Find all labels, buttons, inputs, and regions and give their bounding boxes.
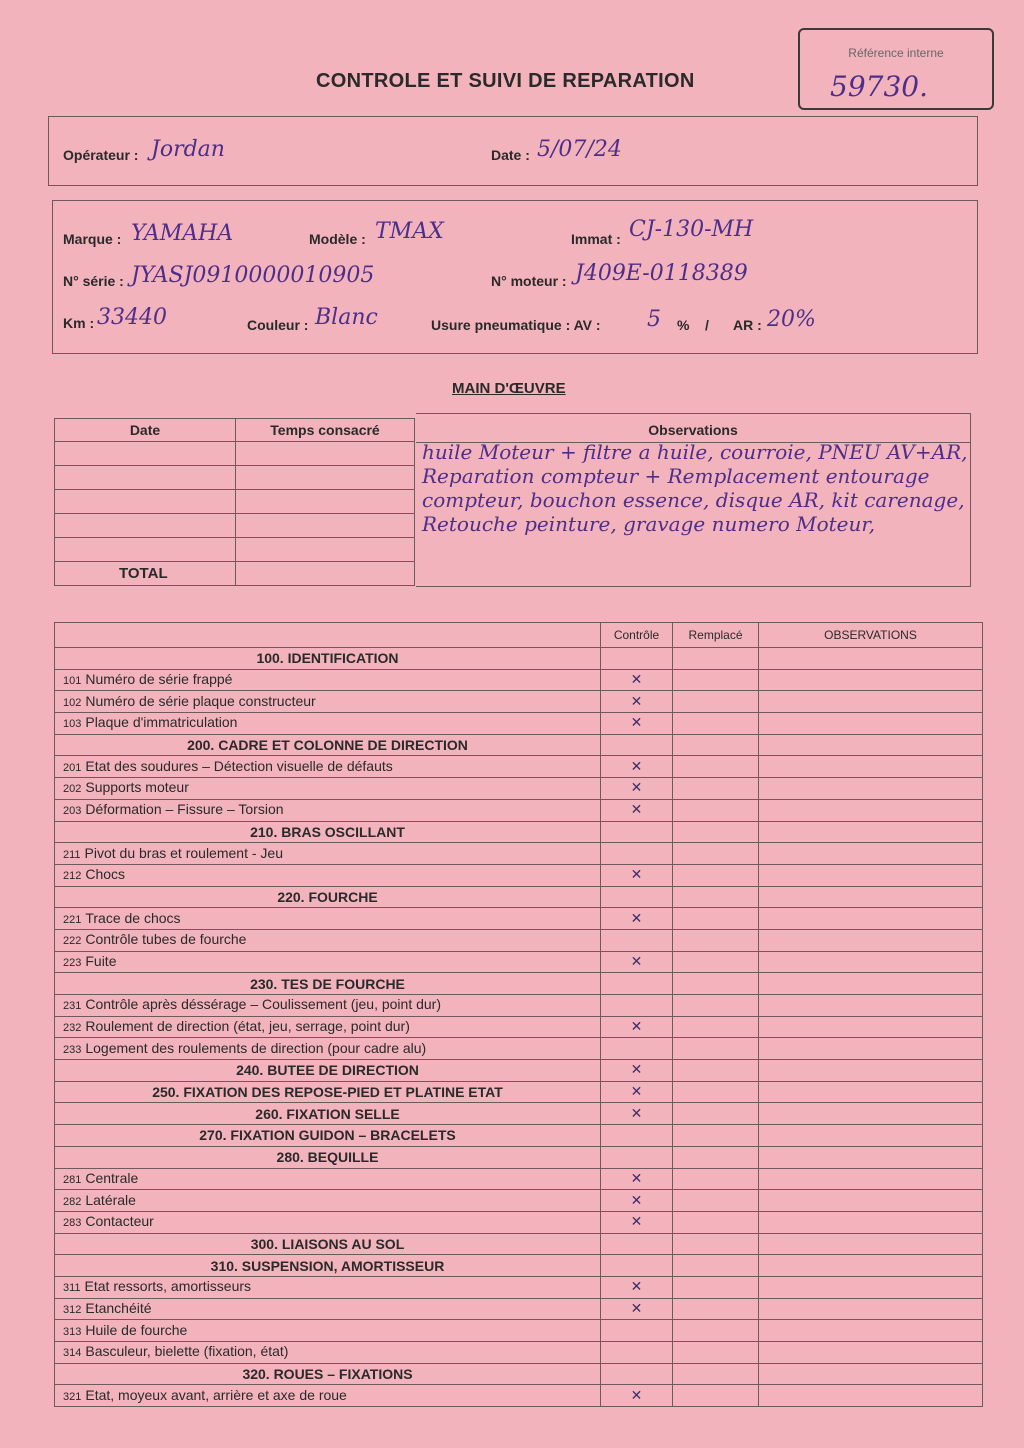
item-number: 231 [63, 1000, 82, 1013]
observations-cell [759, 1385, 983, 1407]
checklist-section-row [55, 1255, 983, 1277]
checklist-item-row [55, 1385, 983, 1407]
remplace-cell [673, 1060, 759, 1082]
controle-mark [601, 1146, 673, 1168]
usure-ar-label: AR : [733, 317, 762, 333]
observations-cell [759, 1168, 983, 1190]
item-cell [55, 951, 601, 973]
operator-box [48, 116, 978, 186]
controle-mark: ✕ [601, 1081, 673, 1103]
remplace-cell [673, 1038, 759, 1060]
item-cell [55, 1016, 601, 1038]
checklist-item-row [55, 756, 983, 778]
observations-cell [759, 1125, 983, 1147]
item-number: 282 [63, 1195, 82, 1208]
controle-mark: ✕ [601, 756, 673, 778]
date-label: Date : [491, 147, 530, 163]
checklist-item-row [55, 1190, 983, 1212]
controle-mark [601, 648, 673, 670]
controle-header: Contrôle [601, 623, 673, 648]
remplace-cell [673, 908, 759, 930]
item-number: 321 [63, 1390, 82, 1403]
checklist-section-row [55, 734, 983, 756]
usure-separator: / [705, 317, 709, 333]
section-title: 210. BRAS OSCILLANT [55, 821, 601, 843]
item-number: 222 [63, 935, 82, 948]
observations-cell [759, 1081, 983, 1103]
marque-value: YAMAHA [131, 221, 234, 246]
observations-cell [759, 908, 983, 930]
observations-cell [759, 1233, 983, 1255]
page-title: CONTROLE ET SUIVI DE REPARATION [316, 70, 695, 92]
observations-cell [759, 1190, 983, 1212]
vehicle-box [52, 200, 978, 354]
item-number: 202 [63, 783, 82, 796]
checklist-item-row [55, 778, 983, 800]
item-number: 102 [63, 696, 82, 709]
controle-mark [601, 821, 673, 843]
checklist-item-row [55, 691, 983, 713]
item-cell [55, 1038, 601, 1060]
remplace-cell [673, 1146, 759, 1168]
item-cell [55, 713, 601, 735]
controle-mark [601, 1342, 673, 1364]
item-number: 314 [63, 1347, 82, 1360]
controle-mark [601, 1363, 673, 1385]
checklist-item-row [55, 669, 983, 691]
labor-observations-text: huile Moteur + filtre a huile, courroie, PNEU AV+AR, Reparation compteur + Remplacement entourage compteur, bouchon essence, disque AR, kit carenage, Retouche peinture, gravage numero Moteur, [422, 440, 968, 536]
item-label: Contacteur [85, 1213, 154, 1230]
controle-mark: ✕ [601, 951, 673, 973]
item-number: 211 [63, 848, 81, 861]
remplace-cell [673, 669, 759, 691]
controle-mark: ✕ [601, 778, 673, 800]
controle-mark: ✕ [601, 669, 673, 691]
controle-mark: ✕ [601, 691, 673, 713]
remplace-cell [673, 1298, 759, 1320]
km-value: 33440 [97, 305, 167, 330]
date-value: 5/07/24 [537, 137, 622, 162]
remplace-cell [673, 1233, 759, 1255]
usure-av-unit: % [677, 317, 690, 333]
usure-label: Usure pneumatique : AV : [431, 317, 601, 333]
checklist-item-row [55, 1168, 983, 1190]
item-cell [55, 1211, 601, 1233]
section-title: 230. TES DE FOURCHE [55, 973, 601, 995]
observations-cell [759, 1211, 983, 1233]
item-label: Déformation – Fissure – Torsion [85, 801, 284, 818]
controle-mark [601, 1255, 673, 1277]
checklist-item-row [55, 799, 983, 821]
section-title: 280. BEQUILLE [55, 1146, 601, 1168]
checklist-item-row [55, 843, 983, 865]
item-number: 311 [63, 1282, 81, 1295]
item-label: Chocs [85, 866, 126, 883]
modele-value: TMAX [375, 219, 444, 244]
checklist-section-row [55, 821, 983, 843]
checklist-section-row [55, 648, 983, 670]
item-label: Etanchéité [85, 1299, 152, 1316]
observations-cell [759, 1103, 983, 1125]
observations-cell [759, 1342, 983, 1364]
checklist-section-row [55, 1233, 983, 1255]
section-title: 100. IDENTIFICATION [55, 648, 601, 670]
checklist-table [54, 622, 983, 1407]
marque-label: Marque : [63, 231, 122, 247]
remplace-cell [673, 886, 759, 908]
item-cell [55, 1190, 601, 1212]
observations-cell [759, 799, 983, 821]
observations-cell [759, 1016, 983, 1038]
observations-cell [759, 843, 983, 865]
moteur-label: N° moteur : [491, 273, 567, 289]
remplace-cell [673, 1081, 759, 1103]
item-number: 201 [63, 761, 82, 774]
checklist-item-row [55, 1016, 983, 1038]
item-label: Etat, moyeux avant, arrière et axe de roue [85, 1386, 347, 1403]
observations-cell [759, 821, 983, 843]
controle-mark [601, 843, 673, 865]
controle-mark: ✕ [601, 1168, 673, 1190]
immat-value: CJ-130-MH [629, 217, 754, 242]
controle-mark [601, 1320, 673, 1342]
checklist-section-row [55, 1146, 983, 1168]
controle-mark [601, 1038, 673, 1060]
usure-ar-value: 20% [767, 307, 816, 332]
remplace-cell [673, 1363, 759, 1385]
item-label: Etat ressorts, amortisseurs [84, 1278, 252, 1295]
item-number: 312 [63, 1303, 82, 1316]
controle-mark [601, 929, 673, 951]
checklist-body [55, 648, 983, 1407]
remplace-cell [673, 864, 759, 886]
section-title: 240. BUTEE DE DIRECTION [55, 1060, 601, 1082]
item-number: 221 [63, 913, 82, 926]
checklist-item-row [55, 1038, 983, 1060]
remplace-cell [673, 1103, 759, 1125]
item-cell [55, 1342, 601, 1364]
operator-value: Jordan [151, 137, 225, 162]
item-number: 203 [63, 805, 82, 818]
checklist-item-row [55, 908, 983, 930]
usure-av-value: 5 [647, 307, 661, 332]
remplace-cell [673, 799, 759, 821]
item-cell [55, 1298, 601, 1320]
item-label: Plaque d'immatriculation [85, 714, 238, 731]
remplace-cell [673, 1276, 759, 1298]
item-cell [55, 778, 601, 800]
observations-cell [759, 669, 983, 691]
item-label: Numéro de série plaque constructeur [85, 692, 316, 709]
remplace-cell [673, 1190, 759, 1212]
checklist-section-row [55, 1363, 983, 1385]
item-number: 103 [63, 718, 82, 731]
observations-header: OBSERVATIONS [759, 623, 983, 648]
observations-cell [759, 756, 983, 778]
observations-cell [759, 734, 983, 756]
item-cell [55, 669, 601, 691]
checklist-item-row [55, 1342, 983, 1364]
item-number: 223 [63, 956, 82, 969]
controle-mark: ✕ [601, 1060, 673, 1082]
checklist-section-row [55, 1103, 983, 1125]
item-cell [55, 1168, 601, 1190]
controle-mark: ✕ [601, 864, 673, 886]
labor-total-value [236, 562, 415, 586]
remplace-cell [673, 951, 759, 973]
item-cell [55, 908, 601, 930]
labor-total-label: TOTAL [55, 562, 236, 586]
labor-observations-header: Observations [416, 422, 970, 443]
section-title: 300. LIAISONS AU SOL [55, 1233, 601, 1255]
remplace-cell [673, 821, 759, 843]
checklist-item-row [55, 951, 983, 973]
controle-mark [601, 995, 673, 1017]
labor-row [55, 538, 415, 562]
remplace-cell [673, 1125, 759, 1147]
remplace-cell [673, 929, 759, 951]
controle-mark: ✕ [601, 799, 673, 821]
observations-cell [759, 886, 983, 908]
remplace-cell [673, 691, 759, 713]
checklist-item-row [55, 1298, 983, 1320]
remplace-cell [673, 713, 759, 735]
controle-mark [601, 886, 673, 908]
observations-cell [759, 929, 983, 951]
observations-cell [759, 1255, 983, 1277]
labor-table [54, 418, 415, 586]
item-number: 101 [63, 675, 82, 688]
operator-label: Opérateur : [63, 147, 139, 163]
labor-row [55, 514, 415, 538]
controle-mark [601, 1233, 673, 1255]
item-cell [55, 1385, 601, 1407]
section-title: 270. FIXATION GUIDON – BRACELETS [55, 1125, 601, 1147]
item-number: 313 [63, 1325, 82, 1338]
observations-cell [759, 713, 983, 735]
modele-label: Modèle : [309, 231, 366, 247]
item-label: Contrôle après déssérage – Coulissement (jeu, point dur) [85, 996, 441, 1013]
observations-cell [759, 1298, 983, 1320]
labor-date-header: Date [55, 419, 236, 442]
reference-value: 59730. [830, 70, 928, 103]
remplace-cell [673, 973, 759, 995]
item-cell [55, 756, 601, 778]
checklist-item-row [55, 1276, 983, 1298]
section-title: 310. SUSPENSION, AMORTISSEUR [55, 1255, 601, 1277]
item-label: Basculeur, bielette (fixation, état) [85, 1343, 289, 1360]
item-label: Huile de fourche [85, 1321, 188, 1338]
item-number: 212 [63, 870, 82, 883]
observations-cell [759, 1060, 983, 1082]
item-number: 233 [63, 1043, 82, 1056]
item-number: 232 [63, 1022, 82, 1035]
item-label: Pivot du bras et roulement - Jeu [84, 844, 283, 861]
checklist-section-row [55, 1081, 983, 1103]
remplace-cell [673, 1168, 759, 1190]
observations-cell [759, 995, 983, 1017]
remplace-cell [673, 843, 759, 865]
remplace-header: Remplacé [673, 623, 759, 648]
section-title: 250. FIXATION DES REPOSE-PIED ET PLATINE ETAT [55, 1081, 601, 1103]
remplace-cell [673, 1320, 759, 1342]
item-cell [55, 691, 601, 713]
item-label: Roulement de direction (état, jeu, serrage, point dur) [85, 1018, 410, 1035]
controle-mark: ✕ [601, 1298, 673, 1320]
section-title: 220. FOURCHE [55, 886, 601, 908]
couleur-value: Blanc [315, 305, 378, 330]
serie-value: JYASJ0910000010905 [131, 263, 375, 288]
immat-label: Immat : [571, 231, 621, 247]
controle-mark: ✕ [601, 1211, 673, 1233]
observations-cell [759, 778, 983, 800]
controle-mark [601, 1125, 673, 1147]
observations-cell [759, 1038, 983, 1060]
controle-mark [601, 734, 673, 756]
item-label: Numéro de série frappé [85, 671, 233, 688]
remplace-cell [673, 1342, 759, 1364]
item-label: Trace de chocs [85, 909, 181, 926]
section-title: 260. FIXATION SELLE [55, 1103, 601, 1125]
item-number: 281 [63, 1173, 82, 1186]
remplace-cell [673, 648, 759, 670]
observations-cell [759, 1146, 983, 1168]
controle-mark: ✕ [601, 1103, 673, 1125]
checklist-section-row [55, 1060, 983, 1082]
observations-cell [759, 691, 983, 713]
controle-mark [601, 973, 673, 995]
observations-cell [759, 973, 983, 995]
checklist-item-row [55, 1211, 983, 1233]
item-label: Fuite [85, 952, 117, 969]
controle-mark: ✕ [601, 908, 673, 930]
moteur-value: J409E-0118389 [575, 261, 748, 286]
item-cell [55, 843, 601, 865]
remplace-cell [673, 734, 759, 756]
remplace-cell [673, 1211, 759, 1233]
item-cell [55, 799, 601, 821]
item-cell [55, 1320, 601, 1342]
controle-mark: ✕ [601, 1385, 673, 1407]
checklist-item-row [55, 864, 983, 886]
item-cell [55, 1276, 601, 1298]
labor-time-header: Temps consacré [236, 419, 415, 442]
labor-row [55, 466, 415, 490]
reference-box [798, 28, 994, 110]
labor-observations [416, 413, 971, 587]
item-cell [55, 929, 601, 951]
remplace-cell [673, 995, 759, 1017]
checklist-section-row [55, 1125, 983, 1147]
section-title: 200. CADRE ET COLONNE DE DIRECTION [55, 734, 601, 756]
checklist-item-row [55, 713, 983, 735]
checklist-section-row [55, 886, 983, 908]
checklist-item-row [55, 929, 983, 951]
km-label: Km : [63, 315, 95, 331]
main-oeuvre-title: MAIN D'ŒUVRE [452, 380, 566, 397]
controle-mark: ✕ [601, 1276, 673, 1298]
remplace-cell [673, 1385, 759, 1407]
item-label: Contrôle tubes de fourche [85, 931, 247, 948]
checklist-item-row [55, 1320, 983, 1342]
observations-cell [759, 1363, 983, 1385]
observations-cell [759, 648, 983, 670]
observations-cell [759, 864, 983, 886]
item-label: Etat des soudures – Détection visuelle de défauts [85, 757, 393, 774]
section-title: 320. ROUES – FIXATIONS [55, 1363, 601, 1385]
item-label: Supports moteur [85, 779, 189, 796]
labor-row [55, 442, 415, 466]
item-label: Centrale [85, 1169, 139, 1186]
checklist-item-row [55, 995, 983, 1017]
remplace-cell [673, 1255, 759, 1277]
controle-mark: ✕ [601, 713, 673, 735]
item-number: 283 [63, 1217, 82, 1230]
observations-cell [759, 951, 983, 973]
checklist-section-row [55, 973, 983, 995]
labor-row [55, 490, 415, 514]
remplace-cell [673, 1016, 759, 1038]
remplace-cell [673, 778, 759, 800]
item-label: Latérale [85, 1191, 136, 1208]
item-cell [55, 995, 601, 1017]
controle-mark: ✕ [601, 1016, 673, 1038]
serie-label: N° série : [63, 273, 124, 289]
observations-cell [759, 1320, 983, 1342]
controle-mark: ✕ [601, 1190, 673, 1212]
checklist-item-header [55, 623, 601, 648]
reference-label: Référence interne [848, 46, 944, 60]
remplace-cell [673, 756, 759, 778]
observations-cell [759, 1276, 983, 1298]
couleur-label: Couleur : [247, 317, 309, 333]
item-label: Logement des roulements de direction (pour cadre alu) [85, 1039, 427, 1056]
item-cell [55, 864, 601, 886]
